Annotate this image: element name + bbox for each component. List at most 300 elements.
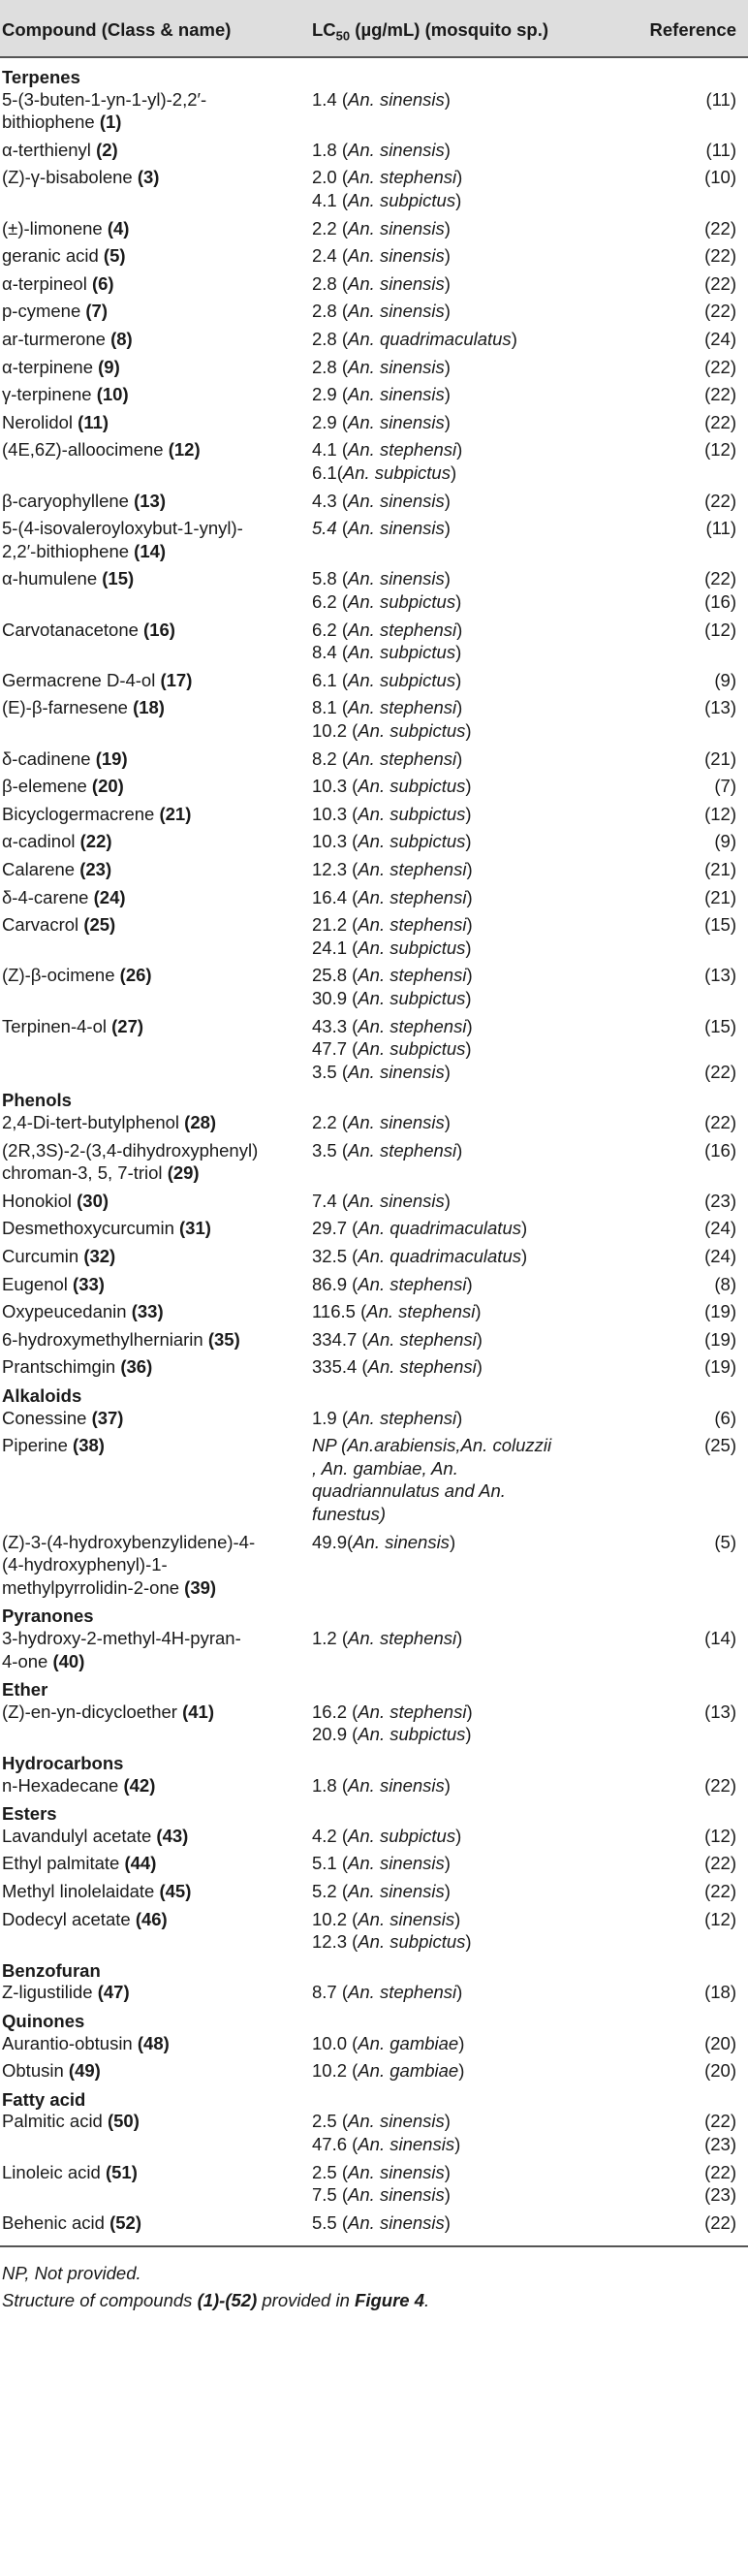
lc50-value: 6.1 (An. subpictus) (312, 669, 462, 690)
compound-name: Aurantio-obtusin (48) (2, 2032, 170, 2053)
mosquito-species: An. stephensi (358, 886, 467, 907)
mosquito-species: An. sinensis (353, 1531, 450, 1552)
compound-number: (43) (156, 1825, 189, 1846)
section-heading: Ether (2, 1679, 48, 1701)
compound-name: (Z)-en-yn-dicycloether (41) (2, 1701, 214, 1722)
compound-number: (6) (91, 272, 114, 294)
compound-name: Terpinen-4-ol (27) (2, 1015, 144, 1036)
reference-cell: (9) (714, 831, 736, 852)
compound-name: Z-ligustilide (47) (2, 1982, 130, 2003)
compound-number: (26) (119, 965, 152, 986)
compound-number: (50) (107, 2111, 140, 2132)
compound-name: methylpyrrolidin-2-one (39) (2, 1576, 217, 1598)
compound-number: (36) (120, 1356, 153, 1378)
mosquito-species: An. stephensi (348, 697, 457, 718)
lc50-value: 1.2 (An. stephensi) (312, 1628, 463, 1648)
mosquito-species: An. sinensis (348, 139, 445, 160)
compound-number: (11) (78, 411, 109, 432)
lc50-value: 5.8 (An. sinensis) (312, 568, 451, 589)
lc50-value: 12.3 (An. stephensi) (312, 859, 473, 879)
compound-name: Nerolidol (11) (2, 411, 109, 432)
lc50-value: 3.5 (An. sinensis) (312, 1061, 451, 1082)
compound-name: 4-one (40) (2, 1650, 85, 1671)
compound-number: (1) (99, 111, 122, 133)
compound-name: (Z)-γ-bisabolene (3) (2, 167, 160, 188)
header-lc50: $LC_{50}$ (µg/mL) (mosquito sp.) (312, 19, 549, 44)
compound-number: (27) (111, 1015, 144, 1036)
reference-cell: (12) (704, 803, 736, 824)
lc50-value: 2.8 (An. sinensis) (312, 301, 451, 322)
compound-name: Prantschimgin (36) (2, 1356, 153, 1378)
mosquito-species: An. quadrimaculatus (358, 1218, 521, 1239)
lc50-value: 5.2 (An. sinensis) (312, 1881, 451, 1901)
mosquito-species: An. stephensi (367, 1356, 477, 1378)
compound-number: (16) (143, 619, 175, 640)
compound-name: n-Hexadecane (42) (2, 1774, 156, 1796)
compound-name: (2R,3S)-2-(3,4-dihydroxyphenyl) (2, 1139, 259, 1161)
reference-cell: (19) (704, 1328, 736, 1350)
compound-name: Linoleic acid (51) (2, 2161, 138, 2182)
lc50-value: 10.3 (An. subpictus) (312, 776, 472, 797)
lc50-value: 334.7 (An. stephensi) (312, 1328, 483, 1350)
mosquito-species: An. quadrimaculatus (358, 1246, 521, 1266)
mosquito-species: An. subpictus (358, 831, 466, 852)
lc50-value: 1.4 (An. sinensis) (312, 88, 451, 110)
compound-name: α-terpinene (9) (2, 356, 120, 377)
compound-number: (5) (103, 245, 126, 267)
compound-number: (17) (160, 669, 193, 690)
mosquito-species: An. subpictus (358, 1038, 466, 1060)
lc50-value: 1.9 (An. stephensi) (312, 1407, 463, 1428)
compound-number: (51) (105, 2161, 138, 2182)
reference-cell: (22) (704, 245, 736, 267)
compound-number: (3) (137, 167, 160, 188)
reference-cell: (19) (704, 1356, 736, 1378)
reference-cell: (9) (714, 669, 736, 690)
compound-name: Conessine (37) (2, 1407, 124, 1428)
reference-cell: (24) (704, 1246, 736, 1266)
reference-cell: (22) (704, 1853, 736, 1874)
mosquito-species: An. subpictus (348, 190, 456, 210)
reference-cell: (7) (714, 776, 736, 797)
reference-cell: (13) (704, 697, 736, 718)
lc50-value: 2.5 (An. sinensis) (312, 2111, 451, 2132)
compound-number: (18) (133, 697, 165, 718)
reference-cell: (22) (704, 411, 736, 432)
lc50-value: 4.3 (An. sinensis) (312, 490, 451, 511)
mosquito-species: An. subpictus (358, 1724, 466, 1745)
compound-number: (31) (179, 1218, 211, 1239)
lc50-value: NP (An.arabiensis,An. coluzzii (312, 1435, 552, 1456)
section-heading: Pyranones (2, 1606, 94, 1627)
compound-number: (20) (91, 776, 124, 797)
reference-cell: (19) (704, 1301, 736, 1322)
reference-cell: (23) (704, 1190, 736, 1211)
compound-name: 3-hydroxy-2-methyl-4H-pyran- (2, 1628, 241, 1648)
compound-number: (22) (79, 831, 112, 852)
reference-cell: (20) (704, 2032, 736, 2053)
mosquito-species: An. stephensi (348, 439, 457, 461)
compound-name: 2,2′-bithiophene (14) (2, 540, 167, 561)
mosquito-species: An. subpictus (358, 803, 466, 824)
compound-name: α-terpineol (6) (2, 272, 114, 294)
mosquito-species: An. gambiae (358, 2060, 459, 2082)
compound-number: (8) (110, 329, 133, 349)
mosquito-species: An. sinensis (348, 1881, 445, 1901)
compound-number: (24) (93, 886, 126, 907)
reference-cell: (14) (704, 1628, 736, 1648)
compound-number: (45) (159, 1881, 192, 1901)
compound-name: p-cymene (7) (2, 301, 108, 322)
lc50-value: 6.1(An. subpictus) (312, 462, 457, 483)
compound-number: (40) (52, 1650, 85, 1671)
compound-number: (52) (109, 2211, 141, 2233)
reference-cell: (22) (704, 2211, 736, 2233)
reference-cell: (12) (704, 439, 736, 461)
lc50-value: 47.6 (An. sinensis) (312, 2134, 461, 2154)
lc50-value: 8.4 (An. subpictus) (312, 642, 462, 663)
mosquito-species: An. sinensis (348, 356, 445, 377)
compound-name: δ-cadinene (19) (2, 747, 128, 769)
compound-name: δ-4-carene (24) (2, 886, 126, 907)
lc50-value: 8.2 (An. stephensi) (312, 747, 463, 769)
mosquito-species: An. subpictus (348, 642, 456, 663)
compound-name: bithiophene (1) (2, 111, 122, 133)
reference-cell: (10) (704, 167, 736, 188)
compound-name: (E)-β-farnesene (18) (2, 697, 165, 718)
mosquito-species: An. sinensis (348, 2161, 445, 2182)
lc50-value: 1.8 (An. sinensis) (312, 1774, 451, 1796)
compound-name: Methyl linolelaidate (45) (2, 1881, 192, 1901)
lc50-value: 49.9(An. sinensis) (312, 1531, 456, 1552)
lc50-value: 16.2 (An. stephensi) (312, 1701, 473, 1722)
lc50-value: 2.8 (An. sinensis) (312, 272, 451, 294)
lc50-value: 5.1 (An. sinensis) (312, 1853, 451, 1874)
lc50-value: 2.2 (An. sinensis) (312, 1112, 451, 1132)
compound-name: 6-hydroxymethylherniarin (35) (2, 1328, 240, 1350)
reference-cell: (22) (704, 1881, 736, 1901)
lc50-value: 47.7 (An. subpictus) (312, 1038, 472, 1060)
lc50-value: 10.2 (An. sinensis) (312, 1908, 461, 1929)
mosquito-species: An. stephensi (348, 747, 457, 769)
lc50-value: 2.5 (An. sinensis) (312, 2161, 451, 2182)
reference-cell: (22) (704, 1774, 736, 1796)
reference-cell: (22) (704, 490, 736, 511)
reference-cell: (12) (704, 1825, 736, 1846)
header-reference: Reference (649, 19, 736, 40)
lc50-value: 10.0 (An. gambiae) (312, 2032, 465, 2053)
compound-number: (44) (124, 1853, 157, 1874)
compound-name: β-elemene (20) (2, 776, 124, 797)
compound-name: chroman-3, 5, 7-triol (29) (2, 1162, 200, 1184)
mosquito-species: An. sinensis (348, 272, 445, 294)
reference-cell: (12) (704, 1908, 736, 1929)
reference-cell: (15) (704, 1015, 736, 1036)
section-heading: Terpenes (2, 67, 80, 87)
compound-name: 5-(3-buten-1-yn-1-yl)-2,2′- (2, 88, 207, 110)
lc50-value: 4.1 (An. subpictus) (312, 190, 462, 210)
compound-number: (25) (83, 914, 116, 936)
mosquito-species: An. gambiae (358, 2032, 459, 2053)
compound-number: (33) (131, 1301, 164, 1322)
reference-cell: (11) (705, 518, 736, 539)
mosquito-species: An. subpictus (348, 591, 456, 612)
compound-name: (4-hydroxyphenyl)-1- (2, 1554, 168, 1575)
compound-number: (42) (123, 1774, 156, 1796)
lc50-value: 21.2 (An. stephensi) (312, 914, 473, 936)
reference-cell: (13) (704, 1701, 736, 1722)
compound-name: Curcumin (32) (2, 1246, 116, 1266)
compound-name: (Z)-3-(4-hydroxybenzylidene)-4- (2, 1531, 256, 1552)
compound-number: (32) (83, 1246, 116, 1266)
reference-cell: (22) (704, 384, 736, 405)
compound-number: (29) (167, 1162, 200, 1184)
lc50-value: 24.1 (An. subpictus) (312, 937, 472, 958)
reference-cell: (22) (704, 356, 736, 377)
compound-number: (48) (137, 2032, 170, 2053)
compound-number: (47) (97, 1982, 130, 2003)
reference-cell: (22) (704, 217, 736, 239)
compound-name: 5-(4-isovaleroyloxybut-1-ynyl)- (2, 518, 243, 539)
mosquito-species: An. sinensis (348, 1061, 445, 1082)
mosquito-species: An. subpictus (358, 1931, 466, 1953)
section-heading: Quinones (2, 2011, 85, 2031)
reference-cell: (15) (704, 914, 736, 936)
lc50-value: 4.2 (An. subpictus) (312, 1825, 462, 1846)
reference-cell: (20) (704, 2060, 736, 2082)
compound-name: (4E,6Z)-alloocimene (12) (2, 439, 201, 461)
lc50-value: 116.5 (An. stephensi) (312, 1301, 482, 1322)
lc50-value: 6.2 (An. subpictus) (312, 591, 462, 612)
mosquito-species: An. stephensi (367, 1328, 477, 1350)
compound-name: Carvacrol (25) (2, 914, 116, 936)
mosquito-species: An. sinensis (348, 1774, 445, 1796)
lc50-value: 2.8 (An. quadrimaculatus) (312, 329, 517, 349)
section-heading: Fatty acid (2, 2088, 86, 2110)
mosquito-species: An. sinensis (348, 88, 445, 110)
compound-number: (41) (182, 1701, 214, 1722)
lc50-value: funestus) (312, 1504, 387, 1524)
reference-cell: (25) (704, 1435, 736, 1456)
lc50-value: 86.9 (An. stephensi) (312, 1273, 473, 1294)
compound-number: (49) (68, 2060, 101, 2082)
reference-cell: (12) (704, 619, 736, 640)
compound-number: (37) (91, 1407, 124, 1428)
reference-cell: (22) (704, 272, 736, 294)
mosquito-species: An. quadrimaculatus (348, 329, 512, 349)
compound-name: α-cadinol (22) (2, 831, 112, 852)
reference-cell: (22) (704, 2111, 736, 2132)
mosquito-species: An. sinensis (348, 301, 445, 322)
lc50-value: 10.2 (An. gambiae) (312, 2060, 465, 2082)
compound-number: (30) (77, 1190, 109, 1211)
mosquito-species: An. stephensi (358, 1701, 467, 1722)
reference-cell: (23) (704, 2184, 736, 2206)
lc50-value: 2.8 (An. sinensis) (312, 356, 451, 377)
lc50-value: 29.7 (An. quadrimaculatus) (312, 1218, 528, 1239)
section-heading: Phenols (2, 1090, 72, 1111)
section-heading: Alkaloids (2, 1385, 82, 1406)
reference-cell: (21) (704, 886, 736, 907)
lc50-value: 1.8 (An. sinensis) (312, 139, 451, 160)
mosquito-species: An. sinensis (348, 217, 445, 239)
mosquito-species: An. stephensi (358, 914, 467, 936)
compound-name: Lavandulyl acetate (43) (2, 1825, 189, 1846)
lc50-value: 25.8 (An. stephensi) (312, 965, 473, 986)
reference-cell: (6) (714, 1407, 736, 1428)
compound-number: (19) (95, 747, 128, 769)
compound-name: Oxypeucedanin (33) (2, 1301, 164, 1322)
mosquito-species: An. subpictus (358, 776, 466, 797)
compound-number: (2) (96, 139, 118, 160)
section-heading: Hydrocarbons (2, 1753, 124, 1773)
mosquito-species: An. stephensi (358, 965, 467, 986)
mosquito-species: An. stephensi (358, 1273, 467, 1294)
compound-number: (23) (79, 859, 112, 879)
compound-number: (21) (159, 803, 192, 824)
mosquito-species: An. sinensis (348, 490, 445, 511)
compound-name: Desmethoxycurcumin (31) (2, 1218, 211, 1239)
lc50-value: 335.4 (An. stephensi) (312, 1356, 483, 1378)
lc50-value: , An. gambiae, An. (312, 1457, 458, 1479)
mosquito-species: An. subpictus (348, 1825, 456, 1846)
lc50-value: 32.5 (An. quadrimaculatus) (312, 1246, 528, 1266)
lc50-value: 30.9 (An. subpictus) (312, 988, 472, 1008)
mosquito-species: An. stephensi (358, 859, 467, 879)
compound-number: (12) (168, 439, 201, 461)
reference-cell: (22) (704, 1112, 736, 1132)
header-rule (0, 56, 748, 58)
compound-name: (Z)-β-ocimene (26) (2, 965, 152, 986)
mosquito-species: An. sinensis (358, 1908, 455, 1929)
reference-cell: (22) (704, 2161, 736, 2182)
reference-cell: (8) (714, 1273, 736, 1294)
lc50-value: 2.2 (An. sinensis) (312, 217, 451, 239)
compound-number: (39) (184, 1576, 217, 1598)
compound-name: α-humulene (15) (2, 568, 135, 589)
compound-name: geranic acid (5) (2, 245, 126, 267)
mosquito-species: An. sinensis (348, 2211, 445, 2233)
lc50-value: 5.4 (An. sinensis) (312, 518, 451, 539)
compound-number: (46) (135, 1908, 168, 1929)
compound-name: Honokiol (30) (2, 1190, 109, 1211)
compound-name: Carvotanacetone (16) (2, 619, 175, 640)
lc50-value: 8.7 (An. stephensi) (312, 1982, 463, 2003)
lc50-value: 43.3 (An. stephensi) (312, 1015, 473, 1036)
lc50-value: 12.3 (An. subpictus) (312, 1931, 472, 1953)
compound-number: (14) (134, 540, 167, 561)
mosquito-species: An. stephensi (348, 167, 457, 188)
compound-name: β-caryophyllene (13) (2, 490, 167, 511)
mosquito-species: An. subpictus (358, 988, 466, 1008)
reference-cell: (11) (705, 88, 736, 110)
lc50-value: 10.3 (An. subpictus) (312, 803, 472, 824)
mosquito-species: An. subpictus (342, 462, 451, 483)
mosquito-species: An. sinensis (348, 1853, 445, 1874)
compound-number: (33) (73, 1273, 105, 1294)
mosquito-species: An. subpictus (358, 937, 466, 958)
section-heading: Esters (2, 1803, 57, 1825)
mosquito-species: An. stephensi (348, 1982, 457, 2003)
mosquito-species: An. stephensi (348, 1139, 457, 1161)
mosquito-species: An. sinensis (348, 2111, 445, 2132)
lc50-value: 2.4 (An. sinensis) (312, 245, 451, 267)
reference-cell: (22) (704, 1061, 736, 1082)
compound-number: (7) (85, 301, 108, 322)
lc50-value: 3.5 (An. stephensi) (312, 1139, 463, 1161)
reference-cell: (24) (704, 1218, 736, 1239)
compound-number: (10) (96, 384, 129, 405)
lc50-value: 2.9 (An. sinensis) (312, 384, 451, 405)
mosquito-species: An. sinensis (348, 1190, 445, 1211)
compound-name: Piperine (38) (2, 1435, 105, 1456)
reference-cell: (23) (704, 2134, 736, 2154)
compound-number: (35) (207, 1328, 240, 1350)
lc50-value: 7.4 (An. sinensis) (312, 1190, 451, 1211)
compound-name: Bicyclogermacrene (21) (2, 803, 192, 824)
lc50-value: 16.4 (An. stephensi) (312, 886, 473, 907)
mosquito-species: An. stephensi (348, 1407, 457, 1428)
mosquito-species: An. sinensis (348, 411, 445, 432)
reference-cell: (16) (704, 1139, 736, 1161)
compound-name: 2,4-Di-tert-butylphenol (28) (2, 1112, 217, 1132)
lc50-value: 20.9 (An. subpictus) (312, 1724, 472, 1745)
mosquito-species: An. sinensis (348, 568, 445, 589)
compound-number: (4) (107, 217, 130, 239)
mosquito-species: An. sinensis (348, 384, 445, 405)
compound-number: (13) (134, 490, 167, 511)
mosquito-species: An. subpictus (348, 669, 456, 690)
lc50-value: 8.1 (An. stephensi) (312, 697, 463, 718)
compound-name: α-terthienyl (2) (2, 139, 118, 160)
reference-cell: (16) (704, 591, 736, 612)
mosquito-species: An. sinensis (348, 2184, 445, 2206)
section-heading: Benzofuran (2, 1959, 101, 1981)
compound-name: ar-turmerone (8) (2, 329, 133, 349)
lc50-value: 4.1 (An. stephensi) (312, 439, 463, 461)
lc50-value: 2.9 (An. sinensis) (312, 411, 451, 432)
reference-cell: (13) (704, 965, 736, 986)
compound-name: Dodecyl acetate (46) (2, 1908, 168, 1929)
lc50-value: 2.0 (An. stephensi) (312, 167, 463, 188)
reference-cell: (21) (704, 747, 736, 769)
compound-number: (9) (98, 356, 120, 377)
compound-number: (28) (184, 1112, 217, 1132)
mosquito-species: An. sinensis (348, 245, 445, 267)
compound-name: Germacrene D-4-ol (17) (2, 669, 193, 690)
reference-cell: (5) (714, 1531, 736, 1552)
compound-name: Calarene (23) (2, 859, 112, 879)
mosquito-species: An. stephensi (348, 1628, 457, 1648)
lc50-value: 10.2 (An. subpictus) (312, 720, 472, 741)
mosquito-species: An. sinensis (348, 1112, 445, 1132)
lc50-value: quadriannulatus and An. (312, 1480, 506, 1502)
lc50-value: 7.5 (An. sinensis) (312, 2184, 451, 2206)
footnote-np: NP, Not provided. (2, 2263, 141, 2284)
reference-cell: (24) (704, 329, 736, 349)
reference-cell: (18) (704, 1982, 736, 2003)
table-bottom-rule (0, 2245, 748, 2247)
compound-name: Obtusin (49) (2, 2060, 101, 2082)
mosquito-species: An. stephensi (358, 1015, 467, 1036)
compound-number: (15) (102, 568, 135, 589)
mosquito-species: An. stephensi (348, 619, 457, 640)
compound-name: Palmitic acid (50) (2, 2111, 140, 2132)
compound-name: γ-terpinene (10) (2, 384, 129, 405)
compound-number: (38) (73, 1435, 105, 1456)
reference-cell: (22) (704, 301, 736, 322)
lc50-value: 5.5 (An. sinensis) (312, 2211, 451, 2233)
